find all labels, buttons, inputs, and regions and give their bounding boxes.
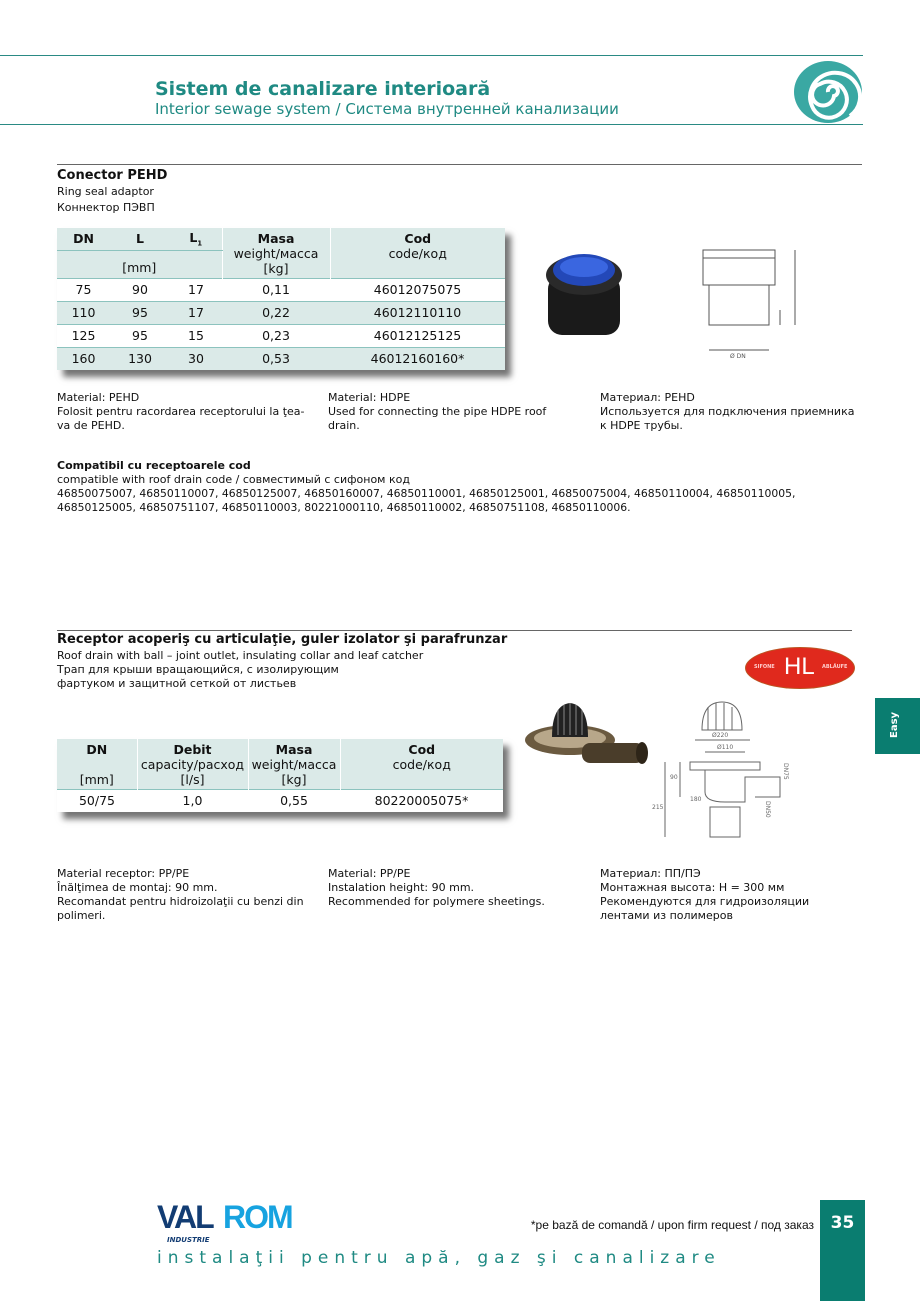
valrom-logo — [157, 1200, 327, 1246]
masa-label: Masa — [257, 231, 295, 246]
svg-text:Ø DN: Ø DN — [730, 353, 746, 360]
desc-line: Material receptor: PP/PE — [57, 867, 190, 880]
cell: 0,11 — [222, 278, 330, 301]
debit-label: Debit — [173, 742, 212, 757]
desc-line: Instalation height: 90 mm. — [328, 881, 475, 894]
masa-label: Masa — [275, 742, 313, 757]
col-debit — [137, 739, 248, 789]
desc-line: лентами из полимеров — [600, 909, 733, 922]
desc-line: Folosit pentru racordarea receptorului la ţea- — [57, 405, 305, 418]
cell: 80220005075* — [340, 789, 503, 812]
section1-desc-en — [328, 391, 590, 433]
connector-photo — [540, 240, 630, 350]
cell: 0,22 — [222, 301, 330, 324]
hl-brand-logo — [746, 648, 854, 688]
cell: 160 — [57, 347, 110, 370]
dim-d220: Ø220 — [712, 732, 729, 739]
cell: 50/75 — [57, 789, 137, 812]
cod-sub: code/код — [388, 246, 447, 261]
table-row — [57, 301, 505, 324]
roof-drain-technical-drawing — [650, 697, 795, 842]
cell: 46012075075 — [330, 278, 505, 301]
dim-dn50: DN50 — [764, 801, 771, 818]
desc-line: Recommended for polymere sheetings. — [328, 895, 545, 908]
cell: 1,0 — [137, 789, 248, 812]
hl-logo-right: ABLÄUFE — [822, 664, 848, 670]
section1-desc-ro — [57, 391, 319, 433]
connector-technical-drawing — [695, 240, 805, 360]
cell: 17 — [170, 278, 222, 301]
section1-desc-ru — [600, 391, 862, 433]
page-number-tab — [820, 1200, 865, 1301]
side-tab-easy[interactable] — [875, 698, 920, 754]
col-l: L — [110, 228, 170, 250]
header-bottom-rule — [0, 124, 863, 125]
desc-line: Înălţimea de montaj: 90 mm. — [57, 881, 218, 894]
masa-unit: [kg] — [263, 261, 289, 276]
section2-desc-ru — [600, 867, 862, 923]
desc-line: Material: PEHD — [57, 391, 140, 404]
desc-line: Монтажная высота: H = 300 мм — [600, 881, 785, 894]
section2-rule — [57, 630, 852, 631]
cell: 130 — [110, 347, 170, 370]
desc-line: va de PEHD. — [57, 419, 125, 432]
table-row — [57, 324, 505, 347]
cell: 0,53 — [222, 347, 330, 370]
spiral-logo-icon — [793, 60, 863, 124]
masa-sub: weight/масса — [233, 246, 319, 261]
dn-label: DN — [86, 742, 108, 757]
dim-d110: Ø110 — [717, 744, 734, 751]
col-dn: DN — [57, 228, 110, 250]
col-l1 — [170, 228, 222, 250]
header-top-rule — [0, 55, 863, 56]
debit-sub: capacity/расход — [140, 757, 245, 772]
desc-line: Used for connecting the pipe HDPE roof — [328, 405, 547, 418]
compat-subtitle: compatible with roof drain code / совместимый с сифоном код — [57, 473, 410, 486]
cell: 0,55 — [248, 789, 340, 812]
desc-line: polimeri. — [57, 909, 106, 922]
connector-table — [57, 228, 505, 370]
cell: 30 — [170, 347, 222, 370]
cell: 110 — [57, 301, 110, 324]
footer-note: *pe bază de comandă / upon firm request / под заказ — [530, 1218, 814, 1232]
compat-title: Compatibil cu receptoarele cod — [57, 459, 251, 472]
cell: 95 — [110, 301, 170, 324]
col-masa — [248, 739, 340, 789]
cell: 0,23 — [222, 324, 330, 347]
section2-subtitle-ru1: Трап для крыши вращающийся, с изолирующим — [57, 663, 339, 676]
section1-title: Conector PEHD — [57, 168, 168, 183]
col-l1-sub: 1 — [197, 239, 203, 248]
dim-h215: 215 — [652, 804, 664, 811]
footer-tagline: instalaţii pentru apă, gaz şi canalizare — [157, 1248, 721, 1268]
col-dn — [57, 739, 137, 789]
section2-subtitle-en: Roof drain with ball – joint outlet, insulating collar and leaf catcher — [57, 649, 424, 662]
desc-line: Рекомендуются для гидроизоляции — [600, 895, 810, 908]
col-l1-label: L — [189, 230, 198, 245]
desc-line: Используется для подключения приемника — [600, 405, 855, 418]
masa-sub: weight/масса — [251, 757, 337, 772]
desc-line: Material: PP/PE — [328, 867, 411, 880]
section2-subtitle-ru2: фартуком и защитной сеткой от листьев — [57, 677, 297, 690]
hl-logo-left: SIFONE — [754, 664, 775, 670]
desc-line: drain. — [328, 419, 360, 432]
cod-label: Cod — [404, 231, 432, 246]
dn-unit: [mm] — [79, 772, 114, 787]
logo-val: VAL — [157, 1199, 213, 1235]
debit-unit: [l/s] — [180, 772, 205, 787]
masa-unit: [kg] — [281, 772, 307, 787]
section1-subtitle-en: Ring seal adaptor — [57, 185, 154, 198]
section2-desc-en — [328, 867, 590, 909]
col-cod — [340, 739, 503, 789]
cell: 95 — [110, 324, 170, 347]
page-number: 35 — [830, 1213, 855, 1233]
cell: 90 — [110, 278, 170, 301]
cod-label: Cod — [408, 742, 436, 757]
section1-subtitle-ru: Коннектор ПЭВП — [57, 201, 155, 214]
side-tab-label: Easy — [889, 711, 900, 738]
desc-line: к HDPE трубы. — [600, 419, 683, 432]
cell: 15 — [170, 324, 222, 347]
desc-line: Recomandat pentru hidroizolaţii cu benzi din — [57, 895, 304, 908]
cod-sub: code/код — [392, 757, 451, 772]
cell: 75 — [57, 278, 110, 301]
cell: 125 — [57, 324, 110, 347]
section2-title: Receptor acoperiş cu articulaţie, guler izolator şi parafrunzar — [57, 632, 508, 647]
page-subtitle: Interior sewage system / Система внутренней канализации — [155, 100, 619, 118]
logo-industrie: INDUSTRIE — [167, 1236, 210, 1244]
col-masa — [222, 228, 330, 278]
hl-logo-main: HL — [784, 653, 815, 680]
logo-rom: ROM — [223, 1199, 292, 1235]
dim-w180: 180 — [690, 796, 702, 803]
col-cod — [330, 228, 505, 278]
page-title: Sistem de canalizare interioară — [155, 78, 491, 100]
dim-h90: 90 — [670, 774, 678, 781]
roof-drain-table — [57, 739, 503, 812]
mm-unit: [mm] — [122, 259, 157, 275]
compat-codes-line: 46850125005, 46850751107, 46850110003, 80221000110, 46850110002, 46850751108, 46850110006. — [57, 501, 631, 514]
section1-rule — [57, 164, 862, 165]
table-row — [57, 347, 505, 370]
cell: 46012160160* — [330, 347, 505, 370]
section2-desc-ro — [57, 867, 319, 923]
compat-codes-line: 46850075007, 46850110007, 46850125007, 46850160007, 46850110001, 46850125001, 46850075004, 46850110004, 46850110005, — [57, 487, 796, 500]
desc-line: Material: HDPE — [328, 391, 411, 404]
roof-drain-photo — [522, 695, 652, 775]
compatibility-block — [57, 459, 867, 515]
table-row — [57, 278, 505, 301]
desc-line: Материал: PEHD — [600, 391, 695, 404]
desc-line: Материал: ПП/ПЭ — [600, 867, 701, 880]
cell: 17 — [170, 301, 222, 324]
table-row — [57, 789, 503, 812]
dim-dn75: DN75 — [782, 763, 789, 780]
cell: 46012125125 — [330, 324, 505, 347]
cell: 46012110110 — [330, 301, 505, 324]
